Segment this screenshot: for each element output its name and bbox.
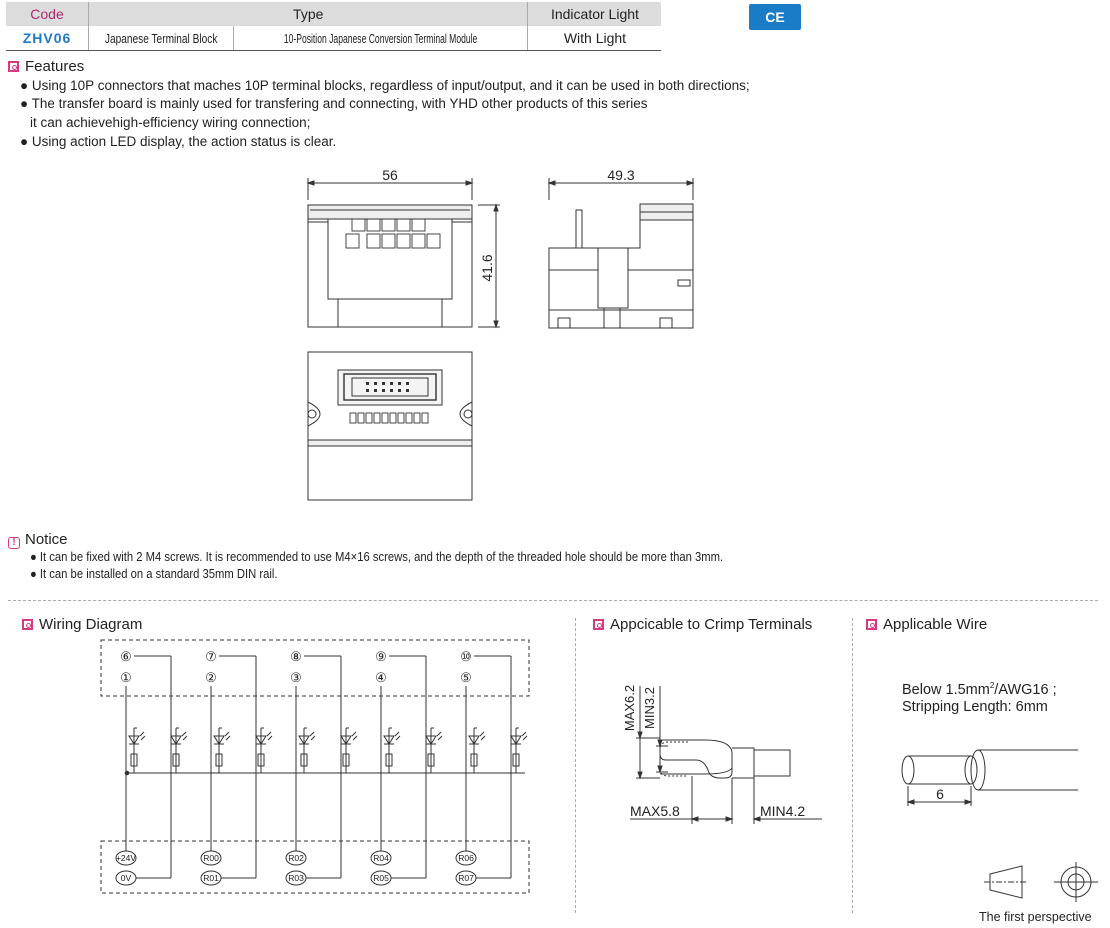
wire-title: Applicable Wire <box>883 616 988 633</box>
notice-line-1: ● It can be fixed with 2 M4 screws. It is recommended to use M4×16 screws, and the depth of the threaded hole should be more than 3mm. <box>30 550 724 564</box>
terminal-second-label: ② <box>205 670 217 685</box>
feature-line-1: ● Using 10P connectors that maches 10P terminal blocks, regardless of input/output, and it can be used in both directions; <box>20 78 750 93</box>
wire-gauge: /AWG16 ; <box>994 681 1057 698</box>
terminal-bottom-label: R07 <box>458 873 474 883</box>
terminal-top-label: ⑨ <box>375 649 387 664</box>
section-square-icon <box>8 61 19 72</box>
header-type: Type <box>89 2 528 26</box>
crimp-min-width: MIN4.2 <box>760 803 806 819</box>
strip-length: 6 <box>936 786 944 802</box>
type-terminal-block: Japanese Terminal Block <box>104 31 218 46</box>
projection-symbol <box>980 860 1102 906</box>
terminal-second-label: ④ <box>375 670 387 685</box>
terminal-bottom-label: R04 <box>373 853 389 863</box>
features-heading <box>8 58 84 75</box>
dim-height: 41.6 <box>479 254 495 282</box>
header-code: Code <box>6 2 89 26</box>
crimp-max-width: MAX5.8 <box>630 803 680 819</box>
feature-line-2: ● The transfer board is mainly used for transfering and connecting, with YHD other products of this series <box>20 96 648 111</box>
feature-line-4: ● Using action LED display, the action status is clear. <box>20 134 337 149</box>
wire-heading <box>866 616 987 633</box>
column-divider-2 <box>852 618 853 913</box>
terminal-bottom-label: R01 <box>203 873 219 883</box>
wire-drawing <box>896 740 1086 810</box>
product-table <box>6 2 661 51</box>
terminal-bottom-label: R06 <box>458 853 474 863</box>
wiring-title: Wiring Diagram <box>39 616 143 633</box>
notice-line-2: ● It can be installed on a standard 35mm DIN rail. <box>30 567 278 581</box>
terminal-bottom-label: 0V <box>120 873 132 883</box>
feature-line-3: it can achievehigh-efficiency wiring connection; <box>30 115 311 130</box>
wiring-heading <box>22 616 142 633</box>
crimp-terminal-drawing <box>600 668 840 830</box>
top-view <box>308 352 472 500</box>
section-square-icon <box>593 619 604 630</box>
crimp-heading <box>593 616 812 633</box>
type-module: 10-Position Japanese Conversion Terminal Module <box>284 31 478 46</box>
terminal-second-label: ⑤ <box>460 670 472 685</box>
section-square-icon <box>22 619 33 630</box>
column-divider-1 <box>575 618 576 913</box>
terminal-bottom-label: R02 <box>288 853 304 863</box>
crimp-max-height: MAX6.2 <box>622 684 637 732</box>
terminal-top-label: ⑥ <box>120 649 132 664</box>
dimension-drawing <box>300 160 720 505</box>
section-divider <box>8 600 1098 601</box>
crimp-title: Appcicable to Crimp Terminals <box>610 616 813 633</box>
indicator-value: With Light <box>528 26 662 51</box>
notice-title: Notice <box>25 531 68 548</box>
terminal-second-label: ① <box>120 670 132 685</box>
header-indicator: Indicator Light <box>528 2 662 26</box>
terminal-bottom-label: R00 <box>203 853 219 863</box>
wire-size: Below 1.5mm <box>902 681 990 698</box>
terminal-top-label: ⑦ <box>205 649 217 664</box>
terminal-bottom-label: R03 <box>288 873 304 883</box>
terminal-bottom-label: +24V <box>115 853 137 863</box>
ce-badge: CE <box>749 4 801 30</box>
dim-depth: 49.3 <box>607 167 635 183</box>
product-code: ZHV06 <box>6 26 89 51</box>
exclamation-icon: ! <box>8 537 20 549</box>
section-square-icon <box>866 619 877 630</box>
terminal-bottom-label: R05 <box>373 873 389 883</box>
notice-heading <box>8 531 68 549</box>
wire-size-exponent: 2 <box>989 681 995 690</box>
perspective-caption: The first perspective <box>979 910 1092 924</box>
wire-spec-line-1 <box>902 681 1057 698</box>
side-view <box>549 167 693 328</box>
wire-spec-line-2: Stripping Length: 6mm <box>902 699 1048 715</box>
front-view <box>308 167 500 327</box>
crimp-min-height: MIN3.2 <box>642 687 657 729</box>
terminal-top-label: ⑧ <box>290 649 302 664</box>
dim-width: 56 <box>382 167 398 183</box>
terminal-second-label: ③ <box>290 670 302 685</box>
features-title: Features <box>25 58 85 75</box>
wiring-diagram <box>95 636 545 898</box>
terminal-top-label: ⑩ <box>460 649 472 664</box>
